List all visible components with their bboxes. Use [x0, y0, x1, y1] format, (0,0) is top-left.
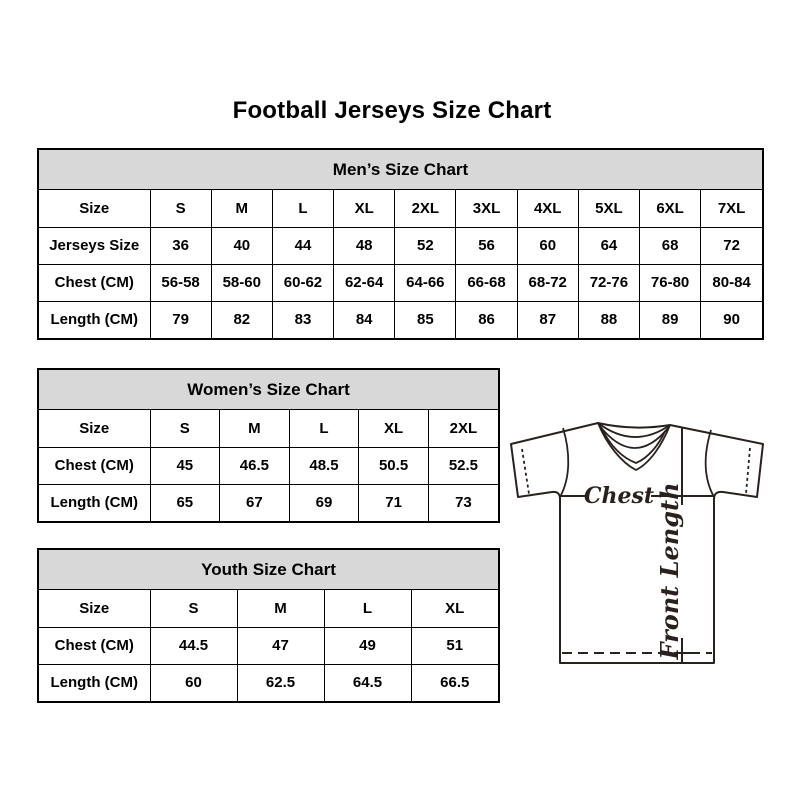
table-row	[39, 590, 498, 627]
row-label-cell: Size	[39, 190, 150, 227]
row-label-cell: Size	[39, 590, 150, 627]
value-cell: 90	[701, 301, 762, 338]
value-cell: 80-84	[701, 264, 762, 301]
value-cell: XL	[359, 410, 429, 447]
value-cell: L	[289, 410, 359, 447]
value-cell: 89	[640, 301, 701, 338]
value-cell: 51	[411, 627, 498, 664]
value-cell: 69	[289, 484, 359, 521]
table-row	[39, 447, 498, 484]
value-cell: 3XL	[456, 190, 517, 227]
value-cell: 66-68	[456, 264, 517, 301]
value-cell: 2XL	[395, 190, 456, 227]
value-cell: S	[150, 190, 211, 227]
value-cell: 72	[701, 227, 762, 264]
value-cell: 68-72	[517, 264, 578, 301]
table-row	[39, 410, 498, 447]
table-row	[39, 227, 762, 264]
womens-table-header: Women’s Size Chart	[39, 370, 498, 410]
value-cell: XL	[411, 590, 498, 627]
value-cell: 68	[640, 227, 701, 264]
left-cuff-stitch-line	[522, 449, 529, 494]
row-label-cell: Length (CM)	[39, 301, 150, 338]
value-cell: 87	[517, 301, 578, 338]
row-label-cell: Size	[39, 410, 150, 447]
value-cell: 60	[150, 664, 237, 701]
row-label-cell: Chest (CM)	[39, 447, 150, 484]
value-cell: 56-58	[150, 264, 211, 301]
value-cell: 88	[578, 301, 639, 338]
womens-table-grid	[39, 410, 498, 521]
value-cell: 60	[517, 227, 578, 264]
page-title: Football Jerseys Size Chart	[232, 97, 552, 124]
value-cell: 66.5	[411, 664, 498, 701]
value-cell: 6XL	[640, 190, 701, 227]
value-cell: 84	[334, 301, 395, 338]
value-cell: 5XL	[578, 190, 639, 227]
row-label-cell: Length (CM)	[39, 664, 150, 701]
value-cell: 85	[395, 301, 456, 338]
table-row	[39, 484, 498, 521]
value-cell: 52	[395, 227, 456, 264]
value-cell: L	[272, 190, 333, 227]
row-label-cell: Chest (CM)	[39, 264, 150, 301]
front-length-measure-label: Front Length	[655, 482, 684, 660]
value-cell: 2XL	[428, 410, 498, 447]
table-row	[39, 664, 498, 701]
value-cell: 47	[237, 627, 324, 664]
table-row	[39, 264, 762, 301]
value-cell: 36	[150, 227, 211, 264]
value-cell: 60-62	[272, 264, 333, 301]
left-sleeve-seam	[560, 428, 568, 497]
value-cell: 48	[334, 227, 395, 264]
youth-table-header: Youth Size Chart	[39, 550, 498, 590]
table-row	[39, 301, 762, 338]
value-cell: M	[211, 190, 272, 227]
value-cell: 71	[359, 484, 429, 521]
value-cell: 7XL	[701, 190, 762, 227]
value-cell: M	[220, 410, 290, 447]
value-cell: 46.5	[220, 447, 290, 484]
value-cell: 72-76	[578, 264, 639, 301]
womens-size-table	[37, 368, 500, 523]
row-label-cell: Jerseys Size	[39, 227, 150, 264]
jersey-diagram-svg	[503, 405, 771, 673]
value-cell: 50.5	[359, 447, 429, 484]
value-cell: 65	[150, 484, 220, 521]
value-cell: L	[324, 590, 411, 627]
value-cell: 48.5	[289, 447, 359, 484]
value-cell: 40	[211, 227, 272, 264]
value-cell: 58-60	[211, 264, 272, 301]
table-row	[39, 627, 498, 664]
value-cell: 76-80	[640, 264, 701, 301]
mens-table-grid	[39, 190, 762, 338]
value-cell: 44	[272, 227, 333, 264]
value-cell: 4XL	[517, 190, 578, 227]
mens-size-table	[37, 148, 764, 340]
jersey-measurement-diagram	[503, 405, 771, 673]
value-cell: 86	[456, 301, 517, 338]
value-cell: S	[150, 410, 220, 447]
right-cuff-stitch-line	[746, 448, 750, 494]
value-cell: 64	[578, 227, 639, 264]
value-cell: 49	[324, 627, 411, 664]
value-cell: 62.5	[237, 664, 324, 701]
value-cell: 64-66	[395, 264, 456, 301]
youth-size-table	[37, 548, 500, 703]
table-row	[39, 190, 762, 227]
row-label-cell: Chest (CM)	[39, 627, 150, 664]
chest-measure-label: Chest	[583, 483, 655, 509]
value-cell: 44.5	[150, 627, 237, 664]
mens-table-header: Men’s Size Chart	[39, 150, 762, 190]
value-cell: M	[237, 590, 324, 627]
value-cell: 62-64	[334, 264, 395, 301]
value-cell: 45	[150, 447, 220, 484]
value-cell: S	[150, 590, 237, 627]
youth-table-grid	[39, 590, 498, 701]
jersey-outline	[511, 423, 763, 663]
value-cell: 82	[211, 301, 272, 338]
value-cell: 79	[150, 301, 211, 338]
value-cell: 67	[220, 484, 290, 521]
value-cell: 52.5	[428, 447, 498, 484]
value-cell: 56	[456, 227, 517, 264]
value-cell: 73	[428, 484, 498, 521]
value-cell: 64.5	[324, 664, 411, 701]
value-cell: 83	[272, 301, 333, 338]
value-cell: XL	[334, 190, 395, 227]
row-label-cell: Length (CM)	[39, 484, 150, 521]
right-sleeve-seam	[706, 430, 714, 497]
